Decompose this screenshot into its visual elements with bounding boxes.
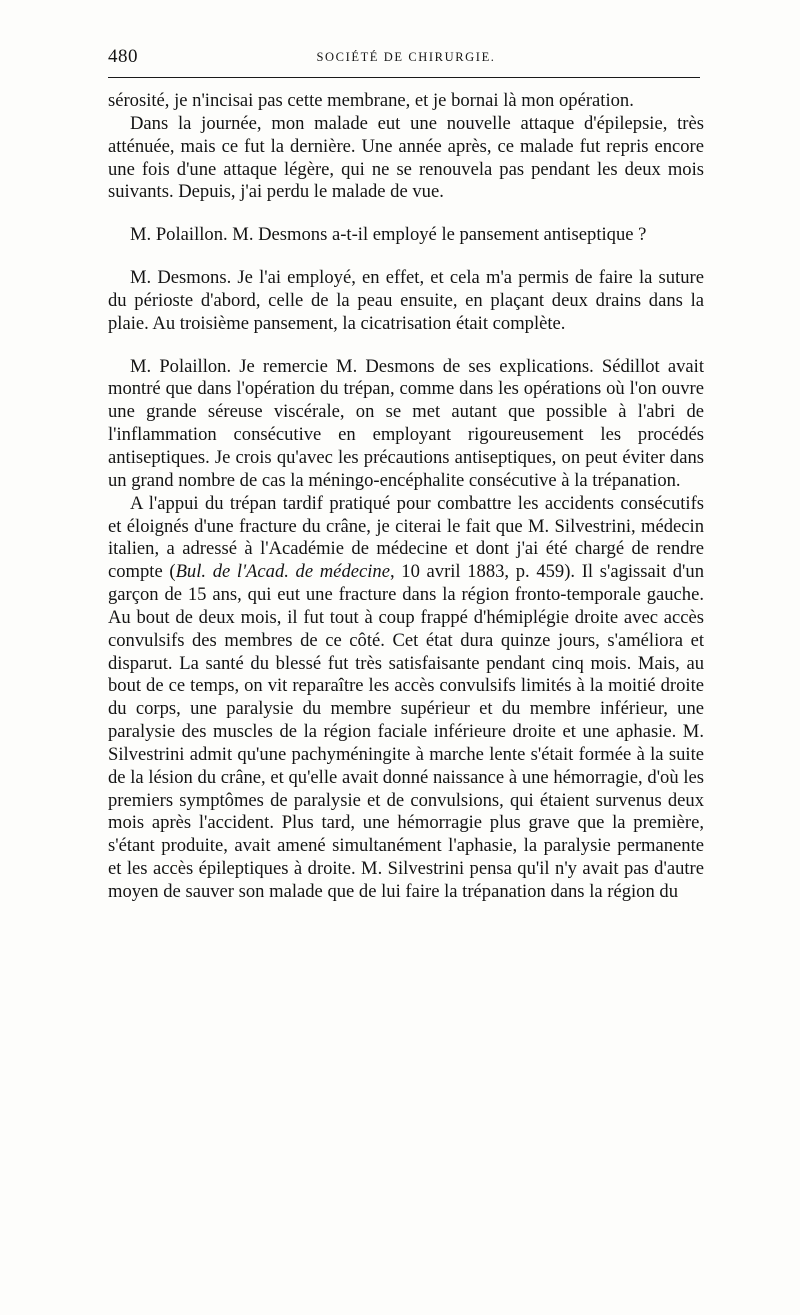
- paragraph-text: Dans la journée, mon malade eut une nouvelle attaque d'épilepsie, très atténuée, mais ce fut la dernière. Une année après, ce malade fut repris encore une fois d'une attaque légère, qui ne se renouvela pas pendant les deux mois suivants. Depuis, j'ai perdu le malade de vue.: [108, 112, 704, 203]
- speaker-prefix: M.: [130, 224, 156, 246]
- speaker-prefix: M.: [130, 267, 158, 289]
- body-text: [108, 90, 704, 904]
- speaker-name: Polaillon: [155, 224, 223, 246]
- speaker-name: Desmons: [157, 267, 227, 289]
- speech-desmons-answer: [108, 267, 704, 336]
- header-rule: [108, 77, 700, 78]
- paragraph-text: sérosité, je n'incisai pas cette membrane, et je bornai là mon opération.: [108, 90, 634, 111]
- speaker-name: Polaillon: [159, 355, 227, 377]
- paragraph-text-before-citation: A l'appui du trépan tardif pratiqué pour combattre les accidents consécutifs et éloignés d'une fracture du crâne, je citerai le fait que M. Silvestrini, médecin italien, a adressé à l'Académie de médecine et dont j'ai été chargé de rendre compte (: [108, 492, 704, 583]
- paragraph-silvestrini-case: [108, 493, 704, 904]
- speech-text: . Je remercie M. Desmons de ses explications. Sédillot avait montré que dans l'opération du trépan, comme dans les opérations où l'on ouvre une grande séreuse viscérale, on se met autant que possible à l'abri de l'inflammation consécutive en employant rigoureusement les procédés antiseptiques. Je crois qu'avec les précautions antiseptiques, on peut éviter dans un grand nombre de cas la méningo-encéphalite consécutive à la trépanation.: [108, 355, 704, 491]
- citation-title: Bul. de l'Acad. de médecine: [175, 561, 390, 583]
- speech-polaillon-question: [108, 224, 704, 247]
- page-number: 480: [108, 46, 138, 67]
- running-head: SOCIÉTÉ DE CHIRURGIE.: [316, 50, 496, 64]
- paragraph-continuation: [108, 90, 704, 113]
- speaker-prefix: M.: [130, 355, 160, 377]
- paragraph-epilepsy-follow-up: [108, 113, 704, 204]
- speech-text: . M. Desmons a-t-il employé le pansement antiseptique ?: [223, 224, 647, 246]
- page-header: [108, 46, 704, 70]
- speech-polaillon-remarks: [108, 356, 704, 493]
- speech-text: . Je l'ai employé, en effet, et cela m'a permis de faire la suture du périoste d'abord, celle de la peau ensuite, en plaçant deux drains dans la plaie. Au troisième pansement, la cicatrisation était complète.: [108, 267, 704, 334]
- paragraph-text-after-citation: , 10 avril 1883, p. 459). Il s'agissait d'un garçon de 15 ans, qui eut une fracture dans la région fronto-temporale gauche. Au bout de deux mois, il fut tout à coup frappé d'hémiplégie droite avec accès convulsifs des membres de ce côté. Cet état dura quinze jours, s'améliora et disparut. La santé du blessé fut très satisfaisante pendant cinq mois. Mais, au bout de ce temps, on vit reparaître les accès convulsifs limités à la moitié droite du corps, une paralysie du membre supérieur et du membre inférieur, une paralysie des muscles de la région faciale inférieure droite et une aphasie. M. Silvestrini admit qu'une pachyméningite à marche lente s'était formée à la suite de la lésion du crâne, et qu'elle avait donné naissance à une hémorragie, d'où les premiers symptômes de paralysie et de convulsions, qui étaient survenus deux mois après l'accident. Plus tard, une hémorragie plus grave que la première, s'étant produite, avait amené simultanément l'aphasie, la paralysie permanente et les accès épileptiques à droite. M. Silvestrini pensa qu'il n'y avait pas d'autre moyen de sauver son malade que de lui faire la trépanation dans la région du: [108, 561, 704, 902]
